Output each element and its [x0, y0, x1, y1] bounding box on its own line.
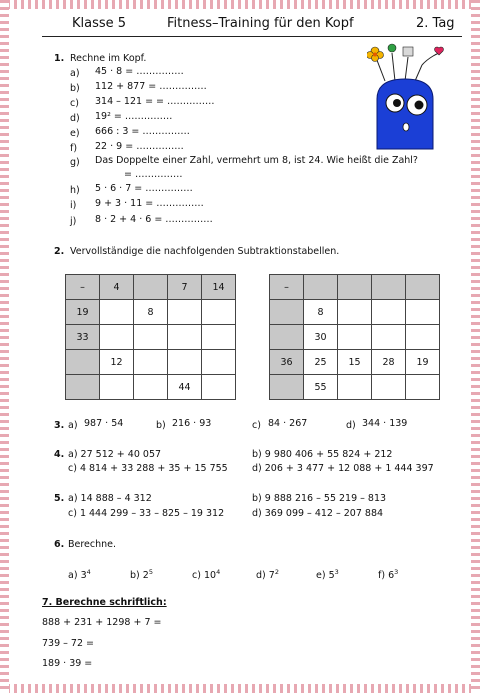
q3-item-label: c)	[252, 420, 261, 431]
q1-item-text: = ……………	[124, 169, 183, 180]
table-cell[interactable]	[304, 275, 338, 300]
table-cell[interactable]	[338, 375, 372, 400]
table-cell[interactable]	[406, 300, 440, 325]
q6-item-label: d)	[256, 570, 266, 582]
q7-item: 888 + 231 + 1298 + 7 =	[42, 617, 162, 628]
q6-item-base: 10	[203, 570, 217, 582]
q6-item-exp: 3	[334, 568, 339, 576]
border-bottom	[0, 684, 480, 693]
table-cell[interactable]	[202, 350, 236, 375]
table-cell[interactable]	[66, 350, 100, 375]
table-cell[interactable]	[270, 375, 304, 400]
q5-item: a) 14 888 – 4 312	[68, 493, 152, 504]
table-row	[270, 275, 440, 300]
table-cell[interactable]	[202, 375, 236, 400]
q6-item	[130, 568, 153, 581]
q6-title: Berechne.	[68, 539, 117, 550]
table-cell: –	[270, 275, 304, 300]
q1-item-label: h)	[70, 185, 80, 196]
q6-item-exp: 2	[274, 568, 279, 576]
q1-number: 1.	[54, 53, 65, 64]
q5-item: c) 1 444 299 – 33 – 825 – 19 312	[68, 508, 225, 519]
table-cell: 7	[168, 275, 202, 300]
q3-item-text: 344 · 139	[362, 418, 408, 429]
table-row	[270, 300, 440, 325]
table-cell[interactable]	[338, 325, 372, 350]
table-cell[interactable]	[270, 300, 304, 325]
q3-item-label: a)	[68, 420, 78, 431]
table-cell: 15	[338, 350, 372, 375]
heart-icon	[422, 47, 443, 65]
table-cell[interactable]	[372, 275, 406, 300]
q6-item-exp: 3	[394, 568, 399, 576]
table-cell: 14	[202, 275, 236, 300]
q1-item-text: 22 · 9 = ……………	[95, 141, 184, 152]
q6-item	[192, 568, 220, 581]
table-cell: 36	[270, 350, 304, 375]
q1-item-text: Das Doppelte einer Zahl, vermehrt um 8, ist 24. Wie heißt die Zahl?	[95, 155, 418, 166]
table-cell[interactable]	[372, 300, 406, 325]
table-cell[interactable]	[372, 375, 406, 400]
monster-body	[377, 79, 433, 149]
q1-item-text: 314 – 121 = = ……………	[95, 96, 215, 107]
table-cell[interactable]	[134, 375, 168, 400]
q3-item-label: d)	[346, 420, 356, 431]
table-cell: 28	[372, 350, 406, 375]
q3-item-text: 216 · 93	[172, 418, 212, 429]
q6-item-exp: 5	[148, 568, 153, 576]
q1-item-label: d)	[70, 113, 80, 124]
subtraction-table-2	[269, 274, 440, 400]
table-cell: –	[66, 275, 100, 300]
q6-item	[316, 568, 339, 581]
page-header	[42, 14, 462, 37]
q3-item-text: 84 · 267	[268, 418, 308, 429]
header-day: 2. Tag	[416, 16, 455, 31]
table-cell[interactable]	[372, 325, 406, 350]
q6-item-exp: 4	[86, 568, 91, 576]
q6-item-label: c)	[192, 570, 201, 582]
q1-item-text: 5 · 6 · 7 = ……………	[95, 183, 193, 194]
q6-item-base: 5	[328, 570, 335, 582]
q6-item-base: 7	[268, 570, 275, 582]
table-cell: 8	[134, 300, 168, 325]
q1-item-label: a)	[70, 68, 80, 79]
table-cell[interactable]	[406, 375, 440, 400]
q1-item-label: j)	[70, 216, 77, 227]
table-cell: 30	[304, 325, 338, 350]
border-right	[471, 0, 480, 693]
q4-item: d) 206 + 3 477 + 12 088 + 1 444 397	[252, 463, 434, 474]
table-cell[interactable]	[406, 275, 440, 300]
table-row	[66, 375, 236, 400]
q1-item-label: g)	[70, 157, 80, 168]
table-cell[interactable]	[100, 300, 134, 325]
q6-item	[68, 568, 91, 581]
q6-number: 6.	[54, 539, 65, 550]
q1-item-label: i)	[70, 200, 77, 211]
q1-item-text: 45 · 8 = ……………	[95, 66, 184, 77]
q4-number: 4.	[54, 449, 65, 460]
table-cell: 25	[304, 350, 338, 375]
q1-item-label: b)	[70, 83, 80, 94]
monster-illustration	[367, 41, 447, 153]
table-cell[interactable]	[168, 325, 202, 350]
q7-item: 739 – 72 =	[42, 638, 94, 649]
table-row	[66, 275, 236, 300]
cup-icon	[403, 47, 413, 81]
table-row	[270, 375, 440, 400]
table-cell: 4	[100, 275, 134, 300]
q1-item-text: 19² = ……………	[95, 111, 173, 122]
q6-item-base: 2	[142, 570, 149, 582]
table-cell	[134, 275, 168, 300]
q3-item-label: b)	[156, 420, 166, 431]
table-row	[270, 325, 440, 350]
table-cell: 44	[168, 375, 202, 400]
table-cell: 55	[304, 375, 338, 400]
q1-item-label: e)	[70, 128, 80, 139]
table-cell: 33	[66, 325, 100, 350]
table-cell[interactable]	[66, 375, 100, 400]
q1-item-text: 666 : 3 = ……………	[95, 126, 190, 137]
q1-title: Rechne im Kopf.	[70, 53, 147, 64]
q5-item: b) 9 888 216 – 55 219 – 813	[252, 493, 387, 504]
q1-item-label: f)	[70, 143, 78, 154]
table-row	[66, 300, 236, 325]
q7-item: 189 · 39 =	[42, 658, 93, 669]
q2-number: 2.	[54, 246, 65, 257]
table-cell: 19	[406, 350, 440, 375]
q5-item: d) 369 099 – 412 – 207 884	[252, 508, 384, 519]
table-cell[interactable]	[134, 350, 168, 375]
table-cell[interactable]	[202, 300, 236, 325]
border-top	[0, 0, 480, 9]
q6-item	[378, 568, 398, 581]
table-cell: 19	[66, 300, 100, 325]
apple-icon	[388, 44, 396, 81]
q6-item-label: b)	[130, 570, 140, 582]
q1-item-text: 9 + 3 · 11 = ……………	[95, 198, 204, 209]
table-cell[interactable]	[100, 375, 134, 400]
q3-item-text: 987 · 54	[84, 418, 124, 429]
table-row	[270, 350, 440, 375]
mouth-icon	[403, 123, 409, 131]
q6-item-label: a)	[68, 570, 78, 582]
table-cell[interactable]	[270, 325, 304, 350]
q3-number: 3.	[54, 420, 65, 431]
q6-item-base: 6	[388, 570, 395, 582]
flower-icon	[367, 47, 385, 81]
q4-item: a) 27 512 + 40 057	[68, 449, 162, 460]
table-cell[interactable]	[338, 275, 372, 300]
q4-item: b) 9 980 406 + 55 824 + 212	[252, 449, 393, 460]
worksheet-content	[22, 9, 462, 684]
q6-item-label: e)	[316, 570, 326, 582]
q5-number: 5.	[54, 493, 65, 504]
q6-item-exp: 4	[216, 568, 221, 576]
table-cell[interactable]	[406, 325, 440, 350]
border-left	[0, 0, 9, 693]
table-cell[interactable]	[168, 350, 202, 375]
q4-item: c) 4 814 + 33 288 + 35 + 15 755	[68, 463, 228, 474]
table-cell[interactable]	[168, 300, 202, 325]
table-cell[interactable]	[100, 325, 134, 350]
q7-title: 7. Berechne schriftlich:	[42, 597, 167, 608]
table-cell[interactable]	[202, 325, 236, 350]
q6-item-label: f)	[378, 570, 386, 582]
q1-item-text: 8 · 2 + 4 · 6 = ……………	[95, 214, 213, 225]
header-class: Klasse 5	[72, 16, 127, 31]
q2-title: Vervollständige die nachfolgenden Subtraktionstabellen.	[70, 246, 340, 257]
q1-item-label: c)	[70, 98, 79, 109]
table-cell: 12	[100, 350, 134, 375]
header-title: Fitness–Training für den Kopf	[167, 16, 354, 31]
table-cell: 8	[304, 300, 338, 325]
q1-item-text: 112 + 877 = ……………	[95, 81, 207, 92]
q6-item-base: 3	[80, 570, 87, 582]
table-cell[interactable]	[134, 325, 168, 350]
table-row	[66, 350, 236, 375]
table-row	[66, 325, 236, 350]
q6-item	[256, 568, 279, 581]
table-cell[interactable]	[338, 300, 372, 325]
subtraction-table-1	[65, 274, 236, 400]
